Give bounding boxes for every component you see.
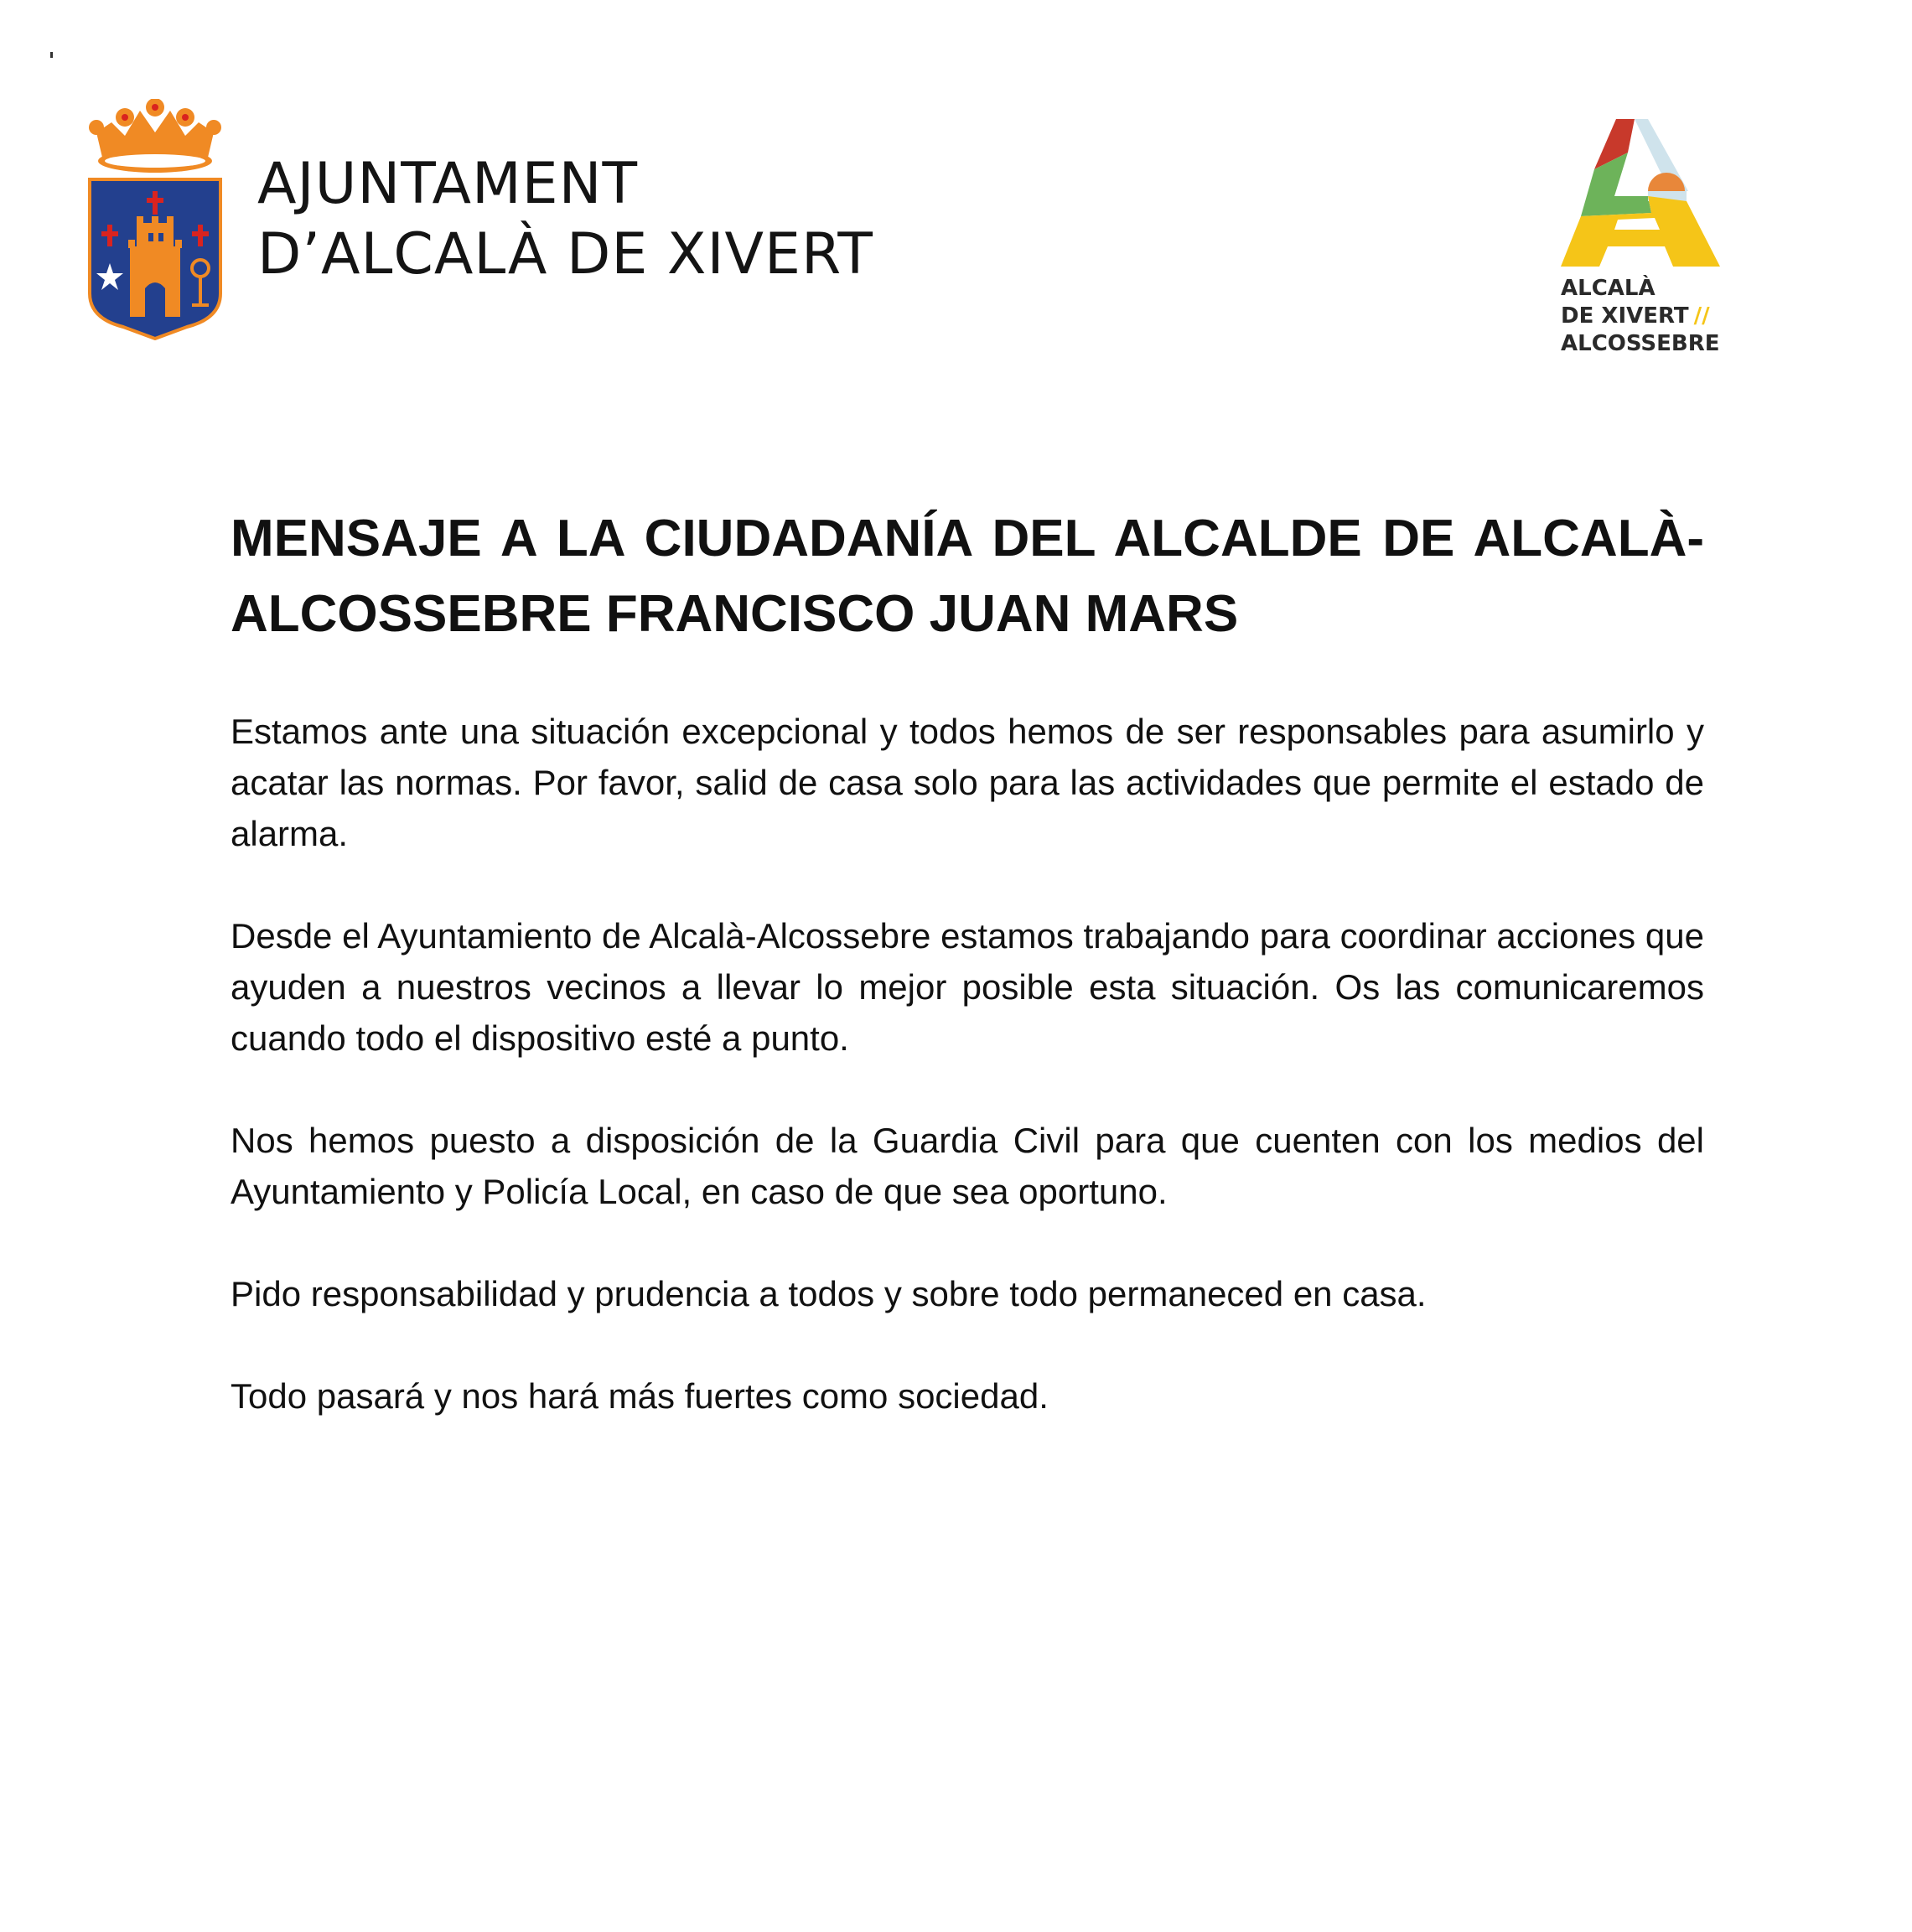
organization-name-line2: D’ALCALÀ DE XIVERT xyxy=(257,221,873,287)
brand-logo-block xyxy=(1561,119,1728,358)
organization-name-line1: AJUNTAMENT xyxy=(257,151,639,217)
coat-of-arms-icon xyxy=(88,99,222,340)
brand-name-line1: ALCALÀ xyxy=(1561,276,1656,301)
alcala-a-logo-icon xyxy=(1561,119,1720,272)
brand-name-line3: ALCOSSEBRE xyxy=(1561,331,1720,356)
document-title: MENSAJE A LA CIUDADANÍA DEL ALCALDE DE ALCALÀ-ALCOSSEBRE FRANCISCO JUAN MARS xyxy=(231,510,1704,643)
paragraph-2: Desde el Ayuntamiento de Alcalà-Alcossebre estamos trabajando para coordinar acciones que ayuden a nuestros vecinos a llevar lo mejor posible esta situación. Os las comunicaremos cuando todo el dispositivo esté a punto. xyxy=(231,916,1704,1058)
header-organization xyxy=(88,99,873,340)
brand-name xyxy=(1561,275,1728,358)
brand-name-line2-text: DE XIVERT xyxy=(1561,303,1689,329)
brand-slashes: // xyxy=(1693,303,1710,329)
paragraph-1: Estamos ante una situación excepcional y todos hemos de ser responsables para asumirlo y acatar las normas. Por favor, salid de casa solo para las actividades que permite el estado de alarma. xyxy=(231,712,1704,853)
organization-name xyxy=(257,149,873,290)
scan-speck xyxy=(50,52,53,58)
document-body xyxy=(231,501,1704,1473)
paragraph-3: Nos hemos puesto a disposición de la Guardia Civil para que cuenten con los medios del Ayuntamiento y Policía Local, en caso de que sea oportuno. xyxy=(231,1121,1704,1211)
paragraph-5: Todo pasará y nos hará más fuertes como sociedad. xyxy=(231,1376,1049,1416)
paragraph-4: Pido responsabilidad y prudencia a todos y sobre todo permaneced en casa. xyxy=(231,1274,1427,1313)
brand-name-line2 xyxy=(1561,303,1728,330)
